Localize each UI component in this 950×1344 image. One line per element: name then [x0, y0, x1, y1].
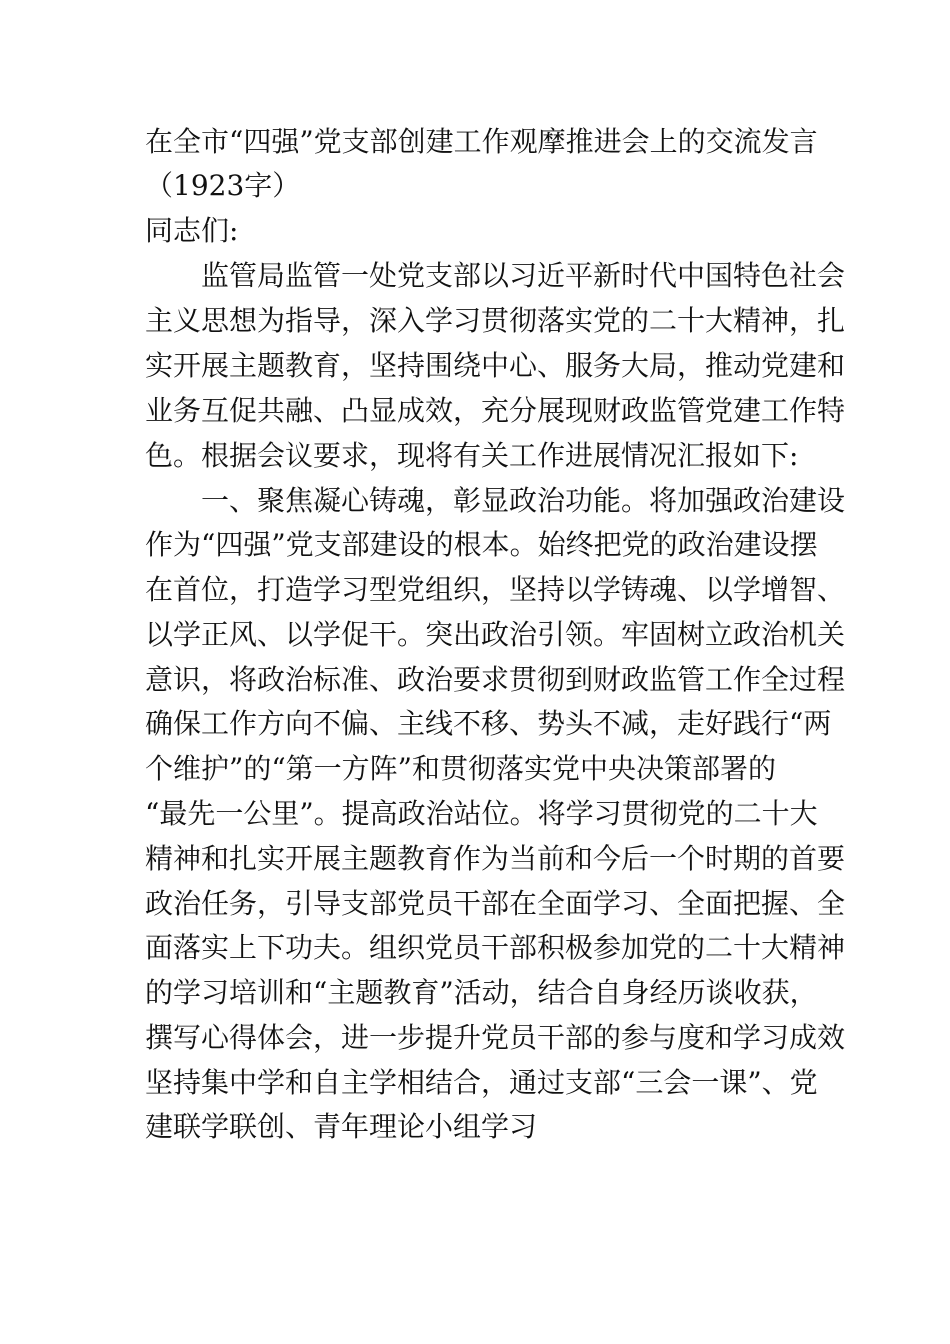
paragraph-line: 实开展主题教育，坚持围绕中心、服务大局，推动党建和 — [145, 349, 846, 382]
word-count: （1923字） — [145, 169, 301, 202]
paragraph-line: 政治任务，引导支部党员干部在全面学习、全面把握、全 — [145, 887, 846, 920]
paragraph-line: 在首位，打造学习型党组织，坚持以学铸魂、以学增智、 — [145, 573, 846, 606]
paragraph-line: 业务互促共融、凸显成效，充分展现财政监管党建工作特 — [145, 394, 846, 427]
paragraph-line: 个维护”的“第一方阵”和贯彻落实党中央决策部署的 — [145, 752, 776, 785]
paragraph-line: 的学习培训和“主题教育”活动，结合自身经历谈收获， — [145, 976, 818, 1009]
document-title: 在全市“四强”党支部创建工作观摩推进会上的交流发言 — [145, 125, 818, 158]
paragraph-line: 确保工作方向不偏、主线不移、势头不减，走好践行“两 — [145, 707, 832, 740]
paragraph-line: 意识，将政治标准、政治要求贯彻到财政监管工作全过程 — [145, 663, 846, 696]
salutation: 同志们: — [145, 214, 239, 247]
paragraph-line: 监管局监管一处党支部以习近平新时代中国特色社会 — [201, 259, 846, 292]
paragraph-line: “最先一公里”。提高政治站位。将学习贯彻党的二十大 — [145, 797, 818, 830]
paragraph-line: 以学正风、以学促干。突出政治引领。牢固树立政治机关 — [145, 618, 846, 651]
paragraph-line: 坚持集中学和自主学相结合，通过支部“三会一课”、党 — [145, 1066, 818, 1099]
paragraph-line: 色。根据会议要求，现将有关工作进展情况汇报如下: — [145, 439, 799, 472]
paragraph-line: 主义思想为指导，深入学习贯彻落实党的二十大精神，扎 — [145, 304, 846, 337]
paragraph-line: 作为“四强”党支部建设的根本。始终把党的政治建设摆 — [145, 528, 818, 561]
paragraph-line: 面落实上下功夫。组织党员干部积极参加党的二十大精神 — [145, 931, 846, 964]
paragraph-line: 建联学联创、青年理论小组学习 — [145, 1110, 538, 1143]
section-heading-line: 一、聚焦凝心铸魂，彰显政治功能。将加强政治建设 — [201, 484, 846, 517]
paragraph-line: 精神和扎实开展主题教育作为当前和今后一个时期的首要 — [145, 842, 846, 875]
paragraph-line: 撰写心得体会，进一步提升党员干部的参与度和学习成效 — [145, 1021, 846, 1054]
